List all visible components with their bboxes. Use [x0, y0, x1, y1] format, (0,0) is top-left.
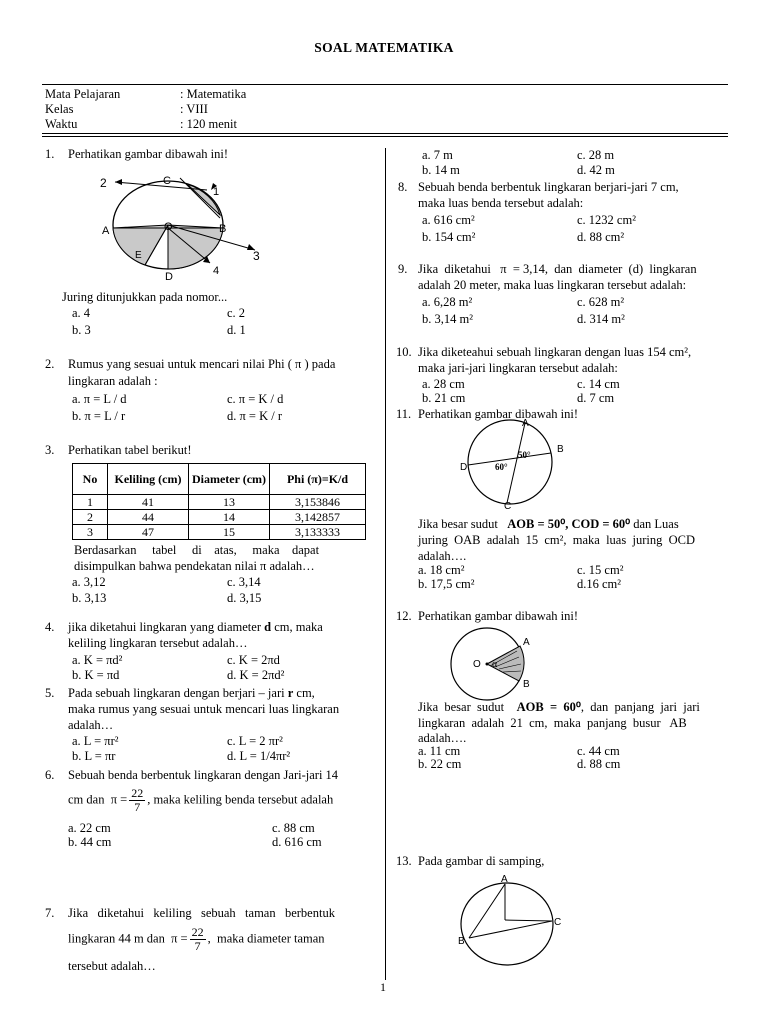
table-cell: 3,142857	[270, 510, 366, 525]
q6-fraction-num: 22	[131, 786, 144, 800]
q5-option-a[interactable]: a. L = πr²	[72, 734, 119, 748]
q6-text-2b: , maka keliling benda tersebut adalah	[147, 792, 334, 807]
q13-fig-label-c: C	[554, 917, 562, 928]
table-header: Phi (π)=K/d	[270, 464, 366, 495]
q1-fig-label-3: 3	[253, 249, 260, 263]
page-number: 1	[380, 980, 386, 994]
q11-fig-angle-60: 60°	[495, 462, 508, 472]
q12-text-1c: , dan panjang jari jari	[580, 700, 700, 714]
q11-fig-label-a: A	[522, 418, 529, 429]
meta-class-label: Kelas	[45, 102, 74, 116]
q1-fig-label-4: 4	[213, 265, 220, 277]
page-title: SOAL MATEMATIKA	[314, 40, 454, 55]
q4-text-1a: jika diketahui lingkaran yang diameter	[68, 620, 265, 634]
q13-figure	[455, 870, 570, 970]
q1-figure	[95, 170, 275, 285]
q12-text-1a: Jika besar sudut	[418, 700, 517, 714]
q9-option-c[interactable]: c. 628 m²	[577, 295, 625, 309]
table-cell: 14	[189, 510, 270, 525]
q7-text-2a: lingkaran 44 m dan π =	[68, 931, 188, 946]
q11-figure	[455, 415, 575, 510]
q6-fraction-den: 7	[134, 800, 141, 814]
q11-option-b[interactable]: b. 17,5 cm²	[418, 577, 475, 591]
q11-text-1c: dan Luas	[630, 517, 679, 531]
q9-option-d[interactable]: d. 314 m²	[577, 312, 625, 326]
q13-text: Pada gambar di samping,	[418, 854, 545, 868]
q3-number: 3.	[45, 443, 55, 457]
q3-text-3: disimpulkan bahwa pendekatan nilai π adalah…	[74, 559, 315, 573]
q8-option-a[interactable]: a. 616 cm²	[422, 213, 475, 227]
header-rule-top	[42, 84, 728, 85]
q5-option-c[interactable]: c. L = 2 πr²	[227, 734, 283, 748]
q7-fraction	[190, 926, 206, 953]
q10-text-1: Jika diketeahui sebuah lingkaran dengan luas 154 cm²,	[418, 345, 692, 359]
table-cell: 15	[189, 525, 270, 540]
q1-fig-label-2: 2	[100, 176, 107, 190]
q5-number: 5.	[45, 686, 55, 700]
q5-text-2: maka rumus yang sesuai untuk mencari luas lingkaran	[68, 702, 340, 716]
q10-option-b[interactable]: b. 21 cm	[422, 391, 466, 405]
q5-option-b[interactable]: b. L = πr	[72, 749, 116, 763]
q3-option-d[interactable]: d. 3,15	[227, 591, 262, 605]
q4-text-1	[68, 620, 323, 635]
q1-option-b[interactable]: b. 3	[72, 323, 91, 337]
table-header: Keliling (cm)	[108, 464, 189, 495]
q2-number: 2.	[45, 357, 55, 371]
q9-text-1: Jika diketahui π = 3,14, dan diameter (d) lingkaran	[418, 262, 697, 276]
q11-text: Perhatikan gambar dibawah ini!	[418, 407, 579, 421]
q12-fig-label-a: A	[523, 637, 530, 648]
q7-option-c[interactable]: c. 28 m	[577, 148, 615, 162]
q4-option-a[interactable]: a. K = πd²	[72, 653, 123, 667]
q11-number: 11.	[396, 407, 412, 421]
table-row	[73, 495, 366, 510]
q3-option-b[interactable]: b. 3,13	[72, 591, 107, 605]
q6-text-2a: cm dan π =	[68, 792, 128, 807]
q1-fig-label-a: A	[102, 225, 110, 237]
table-cell: 44	[108, 510, 189, 525]
q10-option-c[interactable]: c. 14 cm	[577, 377, 620, 391]
q10-number: 10.	[396, 345, 412, 359]
meta-subject-label: Mata Pelajaran	[45, 87, 121, 101]
q1-fig-label-o: O	[164, 221, 173, 233]
q11-option-d[interactable]: d.16 cm²	[577, 577, 622, 591]
q9-option-a[interactable]: a. 6,28 m²	[422, 295, 473, 309]
q7-option-d[interactable]: d. 42 m	[577, 163, 615, 177]
q1-option-c[interactable]: c. 2	[227, 306, 246, 320]
q11-fig-angle-50: 50°	[518, 450, 531, 460]
q7-text-3: tersebut adalah…	[68, 959, 156, 973]
table-header: Diameter (cm)	[189, 464, 270, 495]
q5-text-1b: r	[287, 686, 294, 700]
q3-option-c[interactable]: c. 3,14	[227, 575, 261, 589]
q4-option-c[interactable]: c. K = 2πd	[227, 653, 280, 667]
q1-fig-label-d: D	[165, 271, 173, 283]
q4-text-1b: d	[264, 620, 272, 634]
q6-fraction	[129, 787, 145, 814]
q11-text-1b: AOB = 50⁰, COD = 60⁰	[507, 517, 631, 531]
q9-number: 9.	[398, 262, 408, 276]
q7-number: 7.	[45, 906, 55, 920]
q1-subtext: Juring ditunjukkan pada nomor...	[62, 290, 228, 304]
q8-option-b[interactable]: b. 154 cm²	[422, 230, 476, 244]
q1-number: 1.	[45, 147, 55, 161]
q4-text-2: keliling lingkaran tersebut adalah…	[68, 636, 248, 650]
q2-option-d[interactable]: d. π = K / r	[227, 409, 283, 423]
q7-text-2	[68, 926, 325, 953]
q6-number: 6.	[45, 768, 55, 782]
q13-fig-label-a: A	[501, 874, 508, 885]
q7-text-1: Jika diketahui keliling sebuah taman berbentuk	[68, 906, 335, 920]
q5-option-d[interactable]: d. L = 1/4πr²	[227, 749, 291, 763]
q12-option-b[interactable]: b. 22 cm	[418, 757, 462, 771]
column-divider	[385, 148, 386, 980]
q11-text-1	[418, 517, 679, 532]
table-row	[73, 510, 366, 525]
q3-text-2: Berdasarkan tabel di atas, maka dapat	[74, 543, 320, 557]
q9-text-2: adalah 20 meter, maka luas lingkaran tersebut adalah:	[418, 278, 687, 292]
q11-text-1a: Jika besar sudut	[418, 517, 508, 531]
q10-option-a[interactable]: a. 28 cm	[422, 377, 465, 391]
q10-option-d[interactable]: d. 7 cm	[577, 391, 615, 405]
q2-text-1: Rumus yang sesuai untuk mencari nilai Phi ( π ) pada	[68, 357, 336, 371]
table-cell: 13	[189, 495, 270, 510]
q7-option-b[interactable]: b. 14 m	[422, 163, 460, 177]
q12-text-1b: AOB = 60⁰	[516, 700, 581, 714]
q2-text-2: lingkaran adalah :	[68, 374, 158, 388]
q6-text-1: Sebuah benda berbentuk lingkaran dengan Jari-jari 14	[68, 768, 339, 782]
q11-option-a[interactable]: a. 18 cm²	[418, 563, 465, 577]
q9-option-b[interactable]: b. 3,14 m²	[422, 312, 473, 326]
q11-text-3: adalah….	[418, 549, 467, 563]
header-rule-bottom-1	[42, 133, 728, 134]
q4-option-d[interactable]: d. K = 2πd²	[227, 668, 285, 682]
q7-text-2b: , maka diameter taman	[207, 931, 325, 946]
q12-text-2: lingkaran adalah 21 cm, maka panjang busur AB	[418, 716, 687, 730]
q1-option-d[interactable]: d. 1	[227, 323, 246, 337]
q11-option-c[interactable]: c. 15 cm²	[577, 563, 624, 577]
q3-option-a[interactable]: a. 3,12	[72, 575, 106, 589]
q11-text-2: juring OAB adalah 15 cm², maka luas juring OCD	[418, 533, 695, 547]
q3-table	[72, 463, 366, 540]
q6-text-2	[68, 787, 333, 814]
q8-option-c[interactable]: c. 1232 cm²	[577, 213, 636, 227]
q6-option-b[interactable]: b. 44 cm	[68, 835, 112, 849]
q12-fig-label-b: B	[523, 679, 530, 690]
header-meta	[45, 87, 246, 132]
q4-text-1c: cm, maka	[271, 620, 323, 634]
q7-fraction-den: 7	[194, 939, 201, 953]
table-cell: 41	[108, 495, 189, 510]
q12-number: 12.	[396, 609, 412, 623]
q11-fig-label-c: C	[504, 501, 512, 510]
q12-fig-label-o: O	[473, 659, 481, 670]
table-cell: 2	[73, 510, 108, 525]
q8-number: 8.	[398, 180, 408, 194]
q5-text-1c: cm,	[293, 686, 315, 700]
q13-number: 13.	[396, 854, 412, 868]
table-header: No	[73, 464, 108, 495]
q12-fig-alpha: α	[492, 659, 498, 670]
meta-subject-value: : Matematika	[180, 87, 247, 101]
q1-fig-label-e: E	[135, 250, 142, 261]
q1-text: Perhatikan gambar dibawah ini!	[68, 147, 229, 161]
q12-text-3: adalah….	[418, 731, 467, 745]
table-cell: 3,133333	[270, 525, 366, 540]
table-cell: 1	[73, 495, 108, 510]
q6-option-d[interactable]: d. 616 cm	[272, 835, 322, 849]
q1-fig-label-c: C	[163, 175, 171, 187]
q3-text: Perhatikan tabel berikut!	[68, 443, 192, 457]
q10-text-2: maka jari-jari lingkaran tersebut adalah:	[418, 361, 618, 375]
meta-class-value: : VIII	[180, 102, 208, 116]
q7-option-a[interactable]: a. 7 m	[422, 148, 453, 162]
q12-option-c[interactable]: c. 44 cm	[577, 744, 620, 758]
header-rule-bottom-2	[42, 136, 728, 137]
table-cell: 3,153846	[270, 495, 366, 510]
q6-option-a[interactable]: a. 22 cm	[68, 821, 111, 835]
q8-text-2: maka luas benda tersebut adalah:	[418, 196, 584, 210]
q4-number: 4.	[45, 620, 55, 634]
q12-option-a[interactable]: a. 11 cm	[418, 744, 461, 758]
meta-time-value: : 120 menit	[180, 117, 237, 131]
q1-option-a[interactable]: a. 4	[72, 306, 91, 320]
q12-option-d[interactable]: d. 88 cm	[577, 757, 621, 771]
q1-fig-label-1: 1	[213, 186, 220, 198]
q12-text-1	[418, 700, 700, 715]
table-header-row	[73, 464, 366, 495]
q5-text-3: adalah…	[68, 718, 114, 732]
q2-option-b[interactable]: b. π = L / r	[72, 409, 126, 423]
table-cell: 3	[73, 525, 108, 540]
meta-time-label: Waktu	[45, 117, 78, 131]
table-cell: 47	[108, 525, 189, 540]
q4-option-b[interactable]: b. K = πd	[72, 668, 120, 682]
q13-fig-label-b: B	[458, 936, 465, 947]
q6-option-c[interactable]: c. 88 cm	[272, 821, 315, 835]
q8-text-1: Sebuah benda berbentuk lingkaran berjari-jari 7 cm,	[418, 180, 679, 194]
q11-fig-label-b: B	[557, 444, 564, 455]
table-row	[73, 525, 366, 540]
q12-text: Perhatikan gambar dibawah ini!	[418, 609, 579, 623]
q7-fraction-num: 22	[191, 925, 204, 939]
q11-fig-label-d: D	[460, 462, 468, 473]
q8-option-d[interactable]: d. 88 cm²	[577, 230, 625, 244]
q5-text-1	[68, 686, 315, 701]
q1-fig-label-b: B	[219, 223, 227, 235]
q5-text-1a: Pada sebuah lingkaran dengan berjari – jari	[68, 686, 288, 700]
q12-figure	[435, 627, 545, 707]
q2-option-a[interactable]: a. π = L / d	[72, 392, 127, 406]
q2-option-c[interactable]: c. π = K / d	[227, 392, 284, 406]
